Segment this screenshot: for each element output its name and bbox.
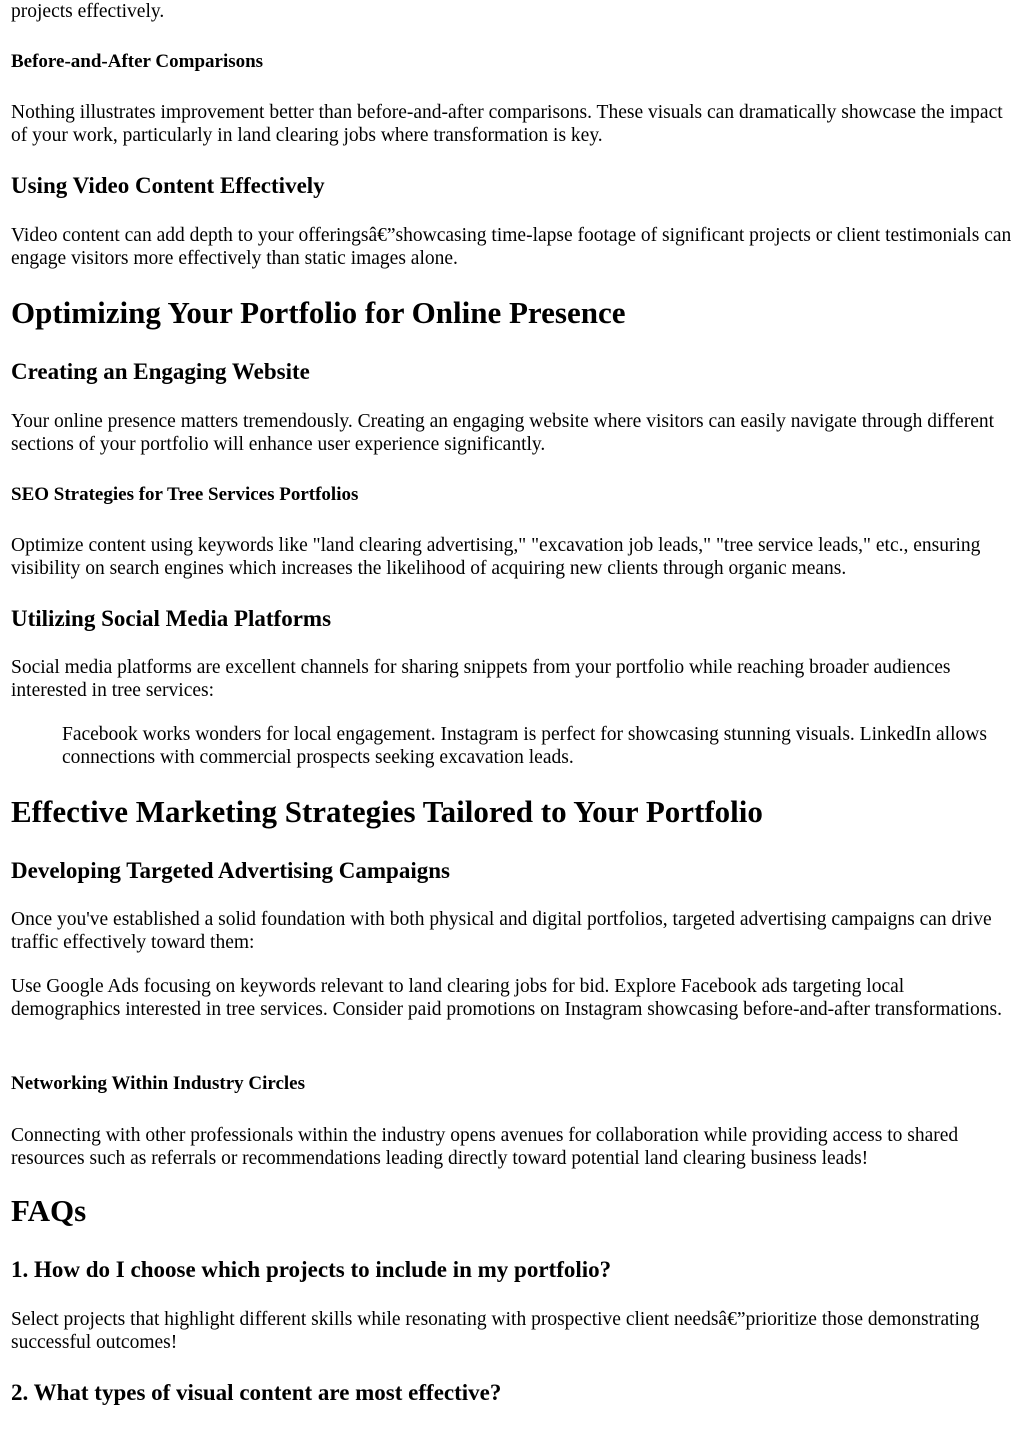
before-after-heading: Before-and-After Comparisons (11, 51, 264, 72)
intro-tail-text: projects effectively. (11, 1, 165, 22)
engaging-website-text: Your online presence matters tremendously. Creating an engaging website where visitors can easily navigate through different sections of your portfolio will enhance user experience significantly. (11, 411, 995, 455)
faqs-heading: FAQs (11, 1193, 87, 1228)
seo-strategies-text: Optimize content using keywords like "land clearing advertising," "excavation job leads," "tree service leads," etc., ensuring visibility on search engines which increases the likelihood of acquiring new clients through organic means. (11, 535, 981, 579)
faq-question-2: 2. What types of visual content are most effective? (11, 1380, 502, 1405)
engaging-website-heading: Creating an Engaging Website (11, 359, 310, 384)
before-after-text: Nothing illustrates improvement better than before-and-after comparisons. These visuals can dramatically showcase the impact of your work, particularly in land clearing jobs where transformation is key. (11, 102, 1003, 146)
networking-text: Connecting with other professionals within the industry opens avenues for collaboration while providing access to shared resources such as referrals or recommendations leading directly toward potential land clearing business leads! (11, 1125, 959, 1169)
networking-heading: Networking Within Industry Circles (11, 1073, 306, 1094)
advertising-list-text: Use Google Ads focusing on keywords relevant to land clearing jobs for bid. Explore Facebook ads targeting local demographics interested in tree services. Consider paid promotions on Instagram showcasing before-and-after transformations. (11, 976, 1002, 1020)
video-content-text: Video content can add depth to your offeringsâ€”showcasing time-lapse footage of significant projects or client testimonials can engage visitors more effectively than static images alone. (11, 225, 1012, 269)
faq-answer-1: Select projects that highlight different skills while resonating with prospective client needsâ€”prioritize those demonstrating successful outcomes! (11, 1309, 980, 1353)
social-media-quote: Facebook works wonders for local engagement. Instagram is perfect for showcasing stunning visuals. LinkedIn allows connections with commercial prospects seeking excavation leads. (62, 724, 987, 768)
marketing-strategies-heading: Effective Marketing Strategies Tailored to Your Portfolio (11, 794, 763, 829)
social-media-heading: Utilizing Social Media Platforms (11, 606, 332, 631)
social-media-text: Social media platforms are excellent channels for sharing snippets from your portfolio while reaching broader audiences interested in tree services: (11, 657, 951, 701)
advertising-campaigns-text: Once you've established a solid foundation with both physical and digital portfolios, targeted advertising campaigns can drive traffic effectively toward them: (11, 909, 992, 953)
video-content-heading: Using Video Content Effectively (11, 173, 325, 198)
seo-strategies-heading: SEO Strategies for Tree Services Portfolios (11, 484, 359, 505)
advertising-campaigns-heading: Developing Targeted Advertising Campaigns (11, 858, 450, 883)
faq-question-1: 1. How do I choose which projects to include in my portfolio? (11, 1257, 612, 1282)
optimizing-portfolio-heading: Optimizing Your Portfolio for Online Presence (11, 295, 626, 330)
